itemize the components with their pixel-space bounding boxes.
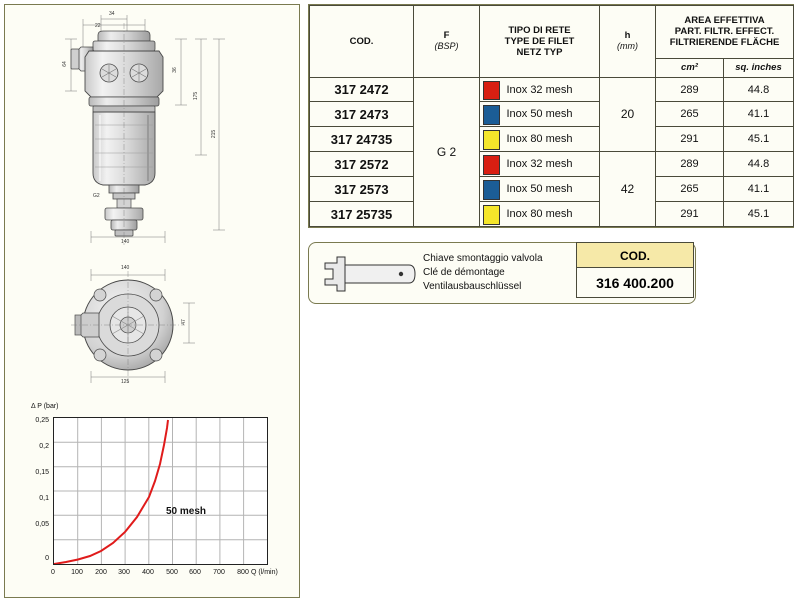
chart-xtick-8: 800 — [237, 569, 249, 576]
cell-area-cm2: 289 — [656, 152, 724, 177]
table-row[interactable] — [310, 152, 794, 177]
header-h — [600, 6, 656, 78]
cell-area-cm2: 289 — [656, 77, 724, 102]
cell-net-type — [480, 127, 600, 152]
header-f — [414, 6, 480, 78]
filter-side-view-drawing — [5, 5, 301, 255]
cell-area-cm2: 291 — [656, 127, 724, 152]
chart-xtick-3: 300 — [118, 569, 130, 576]
drawings-panel — [4, 4, 300, 598]
dim-right-b: 175 — [193, 91, 200, 101]
mesh-color-swatch — [483, 155, 500, 175]
dim-plan-depth: 125 — [121, 379, 130, 385]
chart-xtick-6: 600 — [189, 569, 201, 576]
header-area — [656, 6, 794, 59]
chart-y-axis-label-text: Δ P (bar) — [31, 403, 59, 410]
accessory-description — [423, 252, 543, 294]
chart-ytick-3: 0,15 — [35, 469, 49, 476]
product-table — [309, 5, 794, 227]
dim-top-a: 34 — [109, 11, 115, 17]
mesh-color-swatch — [483, 130, 500, 150]
pressure-drop-chart — [19, 403, 287, 593]
header-f-sub: (BSP) — [434, 41, 459, 52]
header-area-l3: FILTRIERENDE FLÄCHE — [669, 37, 780, 49]
table-row[interactable] — [310, 77, 794, 102]
chart-ytick-0: 0 — [45, 555, 49, 562]
header-area-cm2: cm² — [656, 58, 724, 77]
dim-thread-label: G2 — [93, 193, 100, 199]
header-net-l1: TIPO DI RETE — [508, 24, 571, 36]
cell-area-in2: 44.8 — [724, 77, 794, 102]
cell-net-label: Inox 50 mesh — [506, 183, 573, 196]
mesh-color-swatch — [483, 81, 500, 101]
header-area-l1: AREA EFFETTIVA — [684, 15, 765, 27]
cell-area-in2: 41.1 — [724, 177, 794, 202]
header-h-label: h — [624, 30, 631, 42]
chart-xtick-7: 700 — [213, 569, 225, 576]
dim-top-b: 22 — [95, 23, 101, 29]
chart-ytick-4: 0,2 — [39, 443, 49, 450]
wrench-icon — [317, 251, 417, 297]
mesh-color-swatch — [483, 180, 500, 200]
table-row[interactable] — [310, 127, 794, 152]
dim-plan-height: 47 — [180, 319, 187, 325]
dim-right-c: 215 — [211, 129, 218, 139]
chart-xtick-5: 500 — [166, 569, 178, 576]
accessory-code-box — [576, 242, 694, 304]
filter-side-view-svg — [5, 5, 301, 255]
filter-plan-view-drawing — [5, 257, 301, 397]
header-area-l2: PART. FILTR. EFFECT. — [674, 26, 775, 38]
accessory-line-fr: Clé de démontage — [423, 267, 505, 278]
dim-plan-width: 140 — [121, 265, 130, 271]
chart-svg — [54, 418, 267, 564]
header-f-label: F — [443, 30, 450, 42]
cell-h: 20 — [600, 77, 656, 152]
chart-xtick-2: 200 — [95, 569, 107, 576]
header-net-type — [480, 6, 600, 78]
cell-net-type — [480, 102, 600, 127]
cell-h: 42 — [600, 152, 656, 227]
header-net-l2: TYPE DE FILET — [504, 35, 575, 47]
dim-bottom-width: 140 — [121, 239, 130, 245]
cell-cod: 317 2572 — [310, 152, 414, 177]
chart-xtick-1: 100 — [71, 569, 83, 576]
cell-net-type — [480, 177, 600, 202]
chart-y-axis-label — [31, 403, 59, 411]
cell-net-label: Inox 32 mesh — [506, 158, 573, 171]
cell-cod: 317 25735 — [310, 202, 414, 227]
mesh-color-swatch — [483, 105, 500, 125]
accessory-line-it: Chiave smontaggio valvola — [423, 253, 543, 264]
filter-plan-view-svg — [5, 257, 301, 397]
cell-net-label: Inox 80 mesh — [506, 133, 573, 146]
cell-net-label: Inox 50 mesh — [506, 108, 573, 121]
chart-ytick-1: 0,05 — [35, 521, 49, 528]
cell-area-cm2: 265 — [656, 102, 724, 127]
header-area-in2: sq. inches — [724, 58, 794, 77]
chart-plot-area — [53, 417, 268, 565]
cell-area-in2: 41.1 — [724, 102, 794, 127]
cell-area-in2: 44.8 — [724, 152, 794, 177]
table-row[interactable] — [310, 102, 794, 127]
table-row[interactable] — [310, 202, 794, 227]
chart-xtick-0: 0 — [51, 569, 55, 576]
cell-area-in2: 45.1 — [724, 127, 794, 152]
header-h-sub: (mm) — [617, 41, 638, 52]
accessory-cod-label: COD. — [576, 242, 694, 268]
dim-right-a: 36 — [171, 67, 178, 73]
accessory-cod-value[interactable]: 316 400.200 — [576, 268, 694, 298]
cell-f-value: G 2 — [414, 77, 480, 226]
chart-xtick-4: 400 — [142, 569, 154, 576]
cell-net-type — [480, 202, 600, 227]
cell-cod: 317 2473 — [310, 102, 414, 127]
header-net-l3: NETZ TYP — [516, 46, 563, 58]
cell-net-label: Inox 80 mesh — [506, 208, 573, 221]
cell-cod: 317 2573 — [310, 177, 414, 202]
table-row[interactable] — [310, 177, 794, 202]
cell-net-type — [480, 152, 600, 177]
mesh-color-swatch — [483, 205, 500, 225]
chart-x-axis-label: Q (l/min) — [251, 569, 278, 576]
header-cod: COD. — [310, 6, 414, 78]
cell-net-type — [480, 77, 600, 102]
cell-cod: 317 24735 — [310, 127, 414, 152]
cell-area-in2: 45.1 — [724, 202, 794, 227]
dim-left-a: 64 — [61, 61, 68, 67]
cell-cod: 317 2472 — [310, 77, 414, 102]
cell-net-label: Inox 32 mesh — [506, 83, 573, 96]
cell-area-cm2: 265 — [656, 177, 724, 202]
chart-ytick-2: 0,1 — [39, 495, 49, 502]
chart-series-label: 50 mesh — [166, 506, 207, 517]
cell-area-cm2: 291 — [656, 202, 724, 227]
table-header-row — [310, 6, 794, 59]
accessory-line-de: Ventilausbauschlüssel — [423, 281, 522, 292]
product-table-panel — [308, 4, 794, 228]
chart-ytick-5: 0,25 — [35, 417, 49, 424]
